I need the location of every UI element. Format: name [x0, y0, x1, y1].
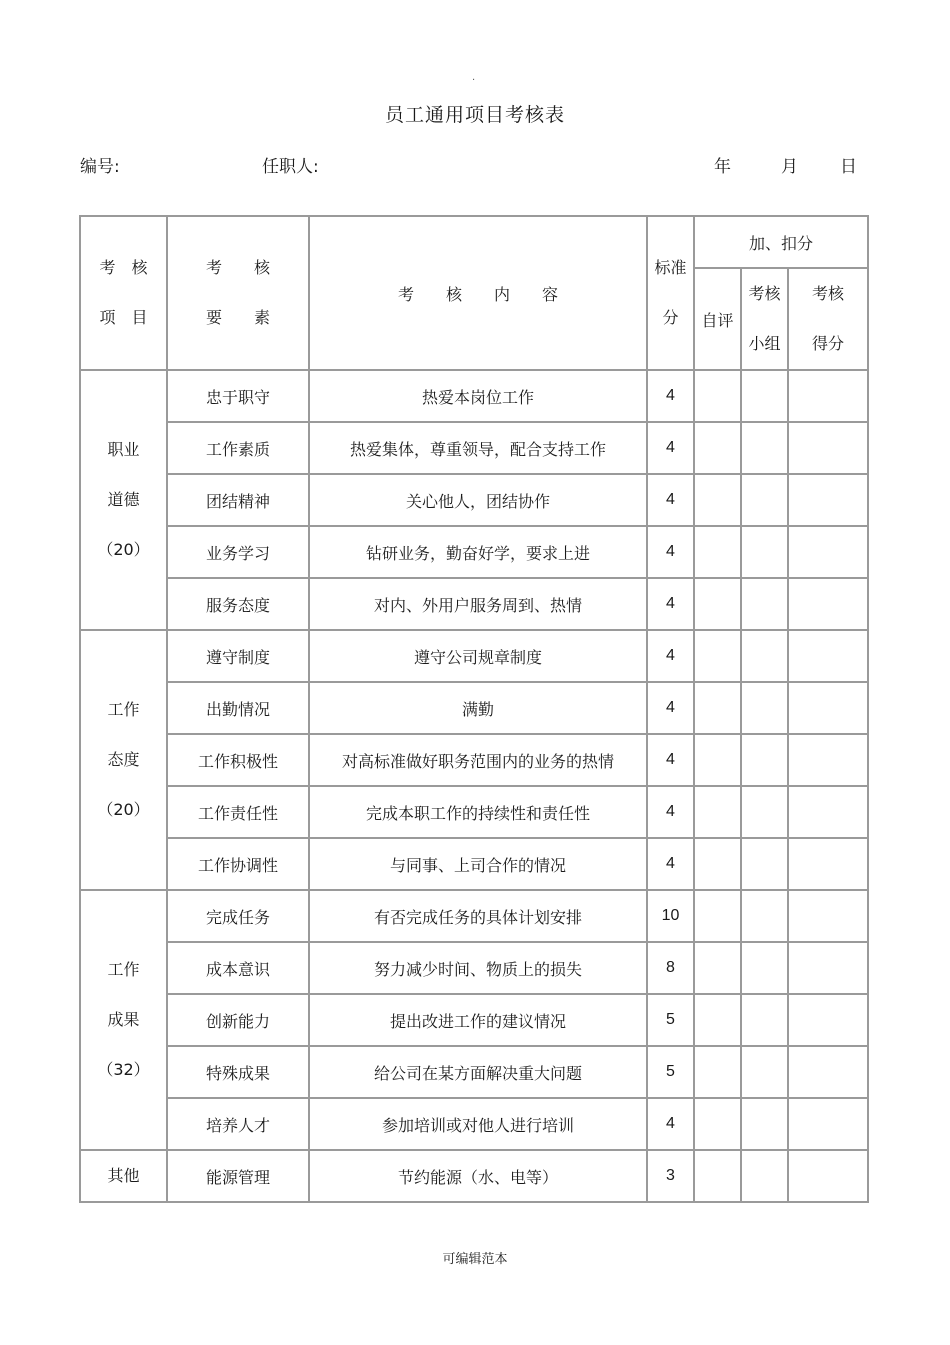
header-self: 自评: [694, 268, 741, 370]
self-eval-cell[interactable]: [694, 526, 741, 578]
group-eval-cell[interactable]: [741, 682, 788, 734]
self-eval-cell[interactable]: [694, 734, 741, 786]
final-score-cell[interactable]: [788, 422, 868, 474]
standard-score-cell: 8: [647, 942, 694, 994]
content-cell: 对内、外用户服务周到、热情: [309, 578, 647, 630]
standard-score-cell: 4: [647, 370, 694, 422]
element-cell: 遵守制度: [167, 630, 309, 682]
group-eval-cell[interactable]: [741, 578, 788, 630]
standard-score-cell: 5: [647, 1046, 694, 1098]
self-eval-cell[interactable]: [694, 994, 741, 1046]
day-label: 日: [840, 157, 857, 177]
element-cell: 忠于职守: [167, 370, 309, 422]
group-eval-cell[interactable]: [741, 890, 788, 942]
table-row: [80, 630, 868, 682]
content-cell: 满勤: [309, 682, 647, 734]
self-eval-cell[interactable]: [694, 1098, 741, 1150]
element-cell: 创新能力: [167, 994, 309, 1046]
self-eval-cell[interactable]: [694, 942, 741, 994]
table-row: [80, 682, 868, 734]
element-cell: 特殊成果: [167, 1046, 309, 1098]
content-cell: 关心他人，团结协作: [309, 474, 647, 526]
year-label: 年: [714, 157, 731, 177]
table-row: [80, 1150, 868, 1202]
table-row: [80, 734, 868, 786]
category-cell: 职业 道德 （20）: [80, 370, 167, 630]
final-score-cell[interactable]: [788, 786, 868, 838]
content-cell: 与同事、上司合作的情况: [309, 838, 647, 890]
group-eval-cell[interactable]: [741, 526, 788, 578]
content-cell: 参加培训或对他人进行培训: [309, 1098, 647, 1150]
header-content: 考 核 内 容: [309, 216, 647, 370]
self-eval-cell[interactable]: [694, 630, 741, 682]
month-label: 月: [781, 157, 798, 177]
self-eval-cell[interactable]: [694, 474, 741, 526]
final-score-cell[interactable]: [788, 890, 868, 942]
group-eval-cell[interactable]: [741, 1046, 788, 1098]
self-eval-cell[interactable]: [694, 422, 741, 474]
header-adjust: 加、扣分: [694, 216, 868, 268]
table-row: [80, 422, 868, 474]
element-cell: 完成任务: [167, 890, 309, 942]
final-score-cell[interactable]: [788, 578, 868, 630]
group-eval-cell[interactable]: [741, 1098, 788, 1150]
table-row: [80, 890, 868, 942]
group-eval-cell[interactable]: [741, 370, 788, 422]
header-group: 考核 小组: [741, 268, 788, 370]
final-score-cell[interactable]: [788, 370, 868, 422]
standard-score-cell: 4: [647, 786, 694, 838]
content-cell: 遵守公司规章制度: [309, 630, 647, 682]
element-cell: 工作素质: [167, 422, 309, 474]
group-eval-cell[interactable]: [741, 1150, 788, 1202]
element-cell: 出勤情况: [167, 682, 309, 734]
group-eval-cell[interactable]: [741, 474, 788, 526]
footer-note: 可编辑范本: [442, 1252, 508, 1267]
category-cell: 工作 成果 （32）: [80, 890, 167, 1150]
group-eval-cell[interactable]: [741, 786, 788, 838]
standard-score-cell: 4: [647, 734, 694, 786]
table-row: [80, 994, 868, 1046]
content-cell: 节约能源（水、电等）: [309, 1150, 647, 1202]
self-eval-cell[interactable]: [694, 786, 741, 838]
category-cell: 其他: [80, 1150, 167, 1202]
header-element: 考 核 要 素: [167, 216, 309, 370]
element-cell: 成本意识: [167, 942, 309, 994]
serial-label: 编号:: [80, 157, 120, 177]
element-cell: 团结精神: [167, 474, 309, 526]
content-cell: 完成本职工作的持续性和责任性: [309, 786, 647, 838]
table-row: [80, 1046, 868, 1098]
header-standard: 标准 分: [647, 216, 694, 370]
element-cell: 工作积极性: [167, 734, 309, 786]
content-cell: 热爱本岗位工作: [309, 370, 647, 422]
element-cell: 工作责任性: [167, 786, 309, 838]
standard-score-cell: 4: [647, 474, 694, 526]
final-score-cell[interactable]: [788, 630, 868, 682]
self-eval-cell[interactable]: [694, 682, 741, 734]
element-cell: 业务学习: [167, 526, 309, 578]
content-cell: 对高标准做好职务范围内的业务的热情: [309, 734, 647, 786]
table-row: [80, 474, 868, 526]
table-row: [80, 786, 868, 838]
header-score: 考核 得分: [788, 268, 868, 370]
standard-score-cell: 4: [647, 682, 694, 734]
standard-score-cell: 4: [647, 1098, 694, 1150]
group-eval-cell[interactable]: [741, 422, 788, 474]
self-eval-cell[interactable]: [694, 578, 741, 630]
table-row: [80, 838, 868, 890]
final-score-cell[interactable]: [788, 734, 868, 786]
self-eval-cell[interactable]: [694, 838, 741, 890]
content-cell: 努力减少时间、物质上的损失: [309, 942, 647, 994]
content-cell: 钻研业务，勤奋好学，要求上进: [309, 526, 647, 578]
final-score-cell[interactable]: [788, 526, 868, 578]
final-score-cell[interactable]: [788, 682, 868, 734]
group-eval-cell[interactable]: [741, 734, 788, 786]
self-eval-cell[interactable]: [694, 1150, 741, 1202]
content-cell: 给公司在某方面解决重大问题: [309, 1046, 647, 1098]
group-eval-cell[interactable]: [741, 630, 788, 682]
category-cell: 工作 态度 （20）: [80, 630, 167, 890]
standard-score-cell: 4: [647, 422, 694, 474]
standard-score-cell: 4: [647, 630, 694, 682]
final-score-cell[interactable]: [788, 1046, 868, 1098]
group-eval-cell[interactable]: [741, 838, 788, 890]
standard-score-cell: 4: [647, 578, 694, 630]
page-title: 员工通用项目考核表: [384, 104, 565, 126]
table-row: [80, 370, 868, 422]
top-mark: .: [472, 72, 476, 83]
assessment-table: [79, 215, 869, 1203]
table-row: [80, 942, 868, 994]
group-eval-cell[interactable]: [741, 942, 788, 994]
standard-score-cell: 5: [647, 994, 694, 1046]
header-item: 考 核 项 目: [80, 216, 167, 370]
self-eval-cell[interactable]: [694, 890, 741, 942]
standard-score-cell: 4: [647, 838, 694, 890]
final-score-cell[interactable]: [788, 1150, 868, 1202]
final-score-cell[interactable]: [788, 474, 868, 526]
standard-score-cell: 4: [647, 526, 694, 578]
table-row: [80, 578, 868, 630]
final-score-cell[interactable]: [788, 942, 868, 994]
final-score-cell[interactable]: [788, 1098, 868, 1150]
element-cell: 能源管理: [167, 1150, 309, 1202]
employee-label: 任职人:: [262, 157, 319, 177]
self-eval-cell[interactable]: [694, 370, 741, 422]
content-cell: 热爱集体，尊重领导，配合支持工作: [309, 422, 647, 474]
group-eval-cell[interactable]: [741, 994, 788, 1046]
element-cell: 服务态度: [167, 578, 309, 630]
final-score-cell[interactable]: [788, 994, 868, 1046]
element-cell: 培养人才: [167, 1098, 309, 1150]
table-row: [80, 526, 868, 578]
content-cell: 提出改进工作的建议情况: [309, 994, 647, 1046]
element-cell: 工作协调性: [167, 838, 309, 890]
content-cell: 有否完成任务的具体计划安排: [309, 890, 647, 942]
final-score-cell[interactable]: [788, 838, 868, 890]
self-eval-cell[interactable]: [694, 1046, 741, 1098]
standard-score-cell: 10: [647, 890, 694, 942]
standard-score-cell: 3: [647, 1150, 694, 1202]
table-row: [80, 1098, 868, 1150]
